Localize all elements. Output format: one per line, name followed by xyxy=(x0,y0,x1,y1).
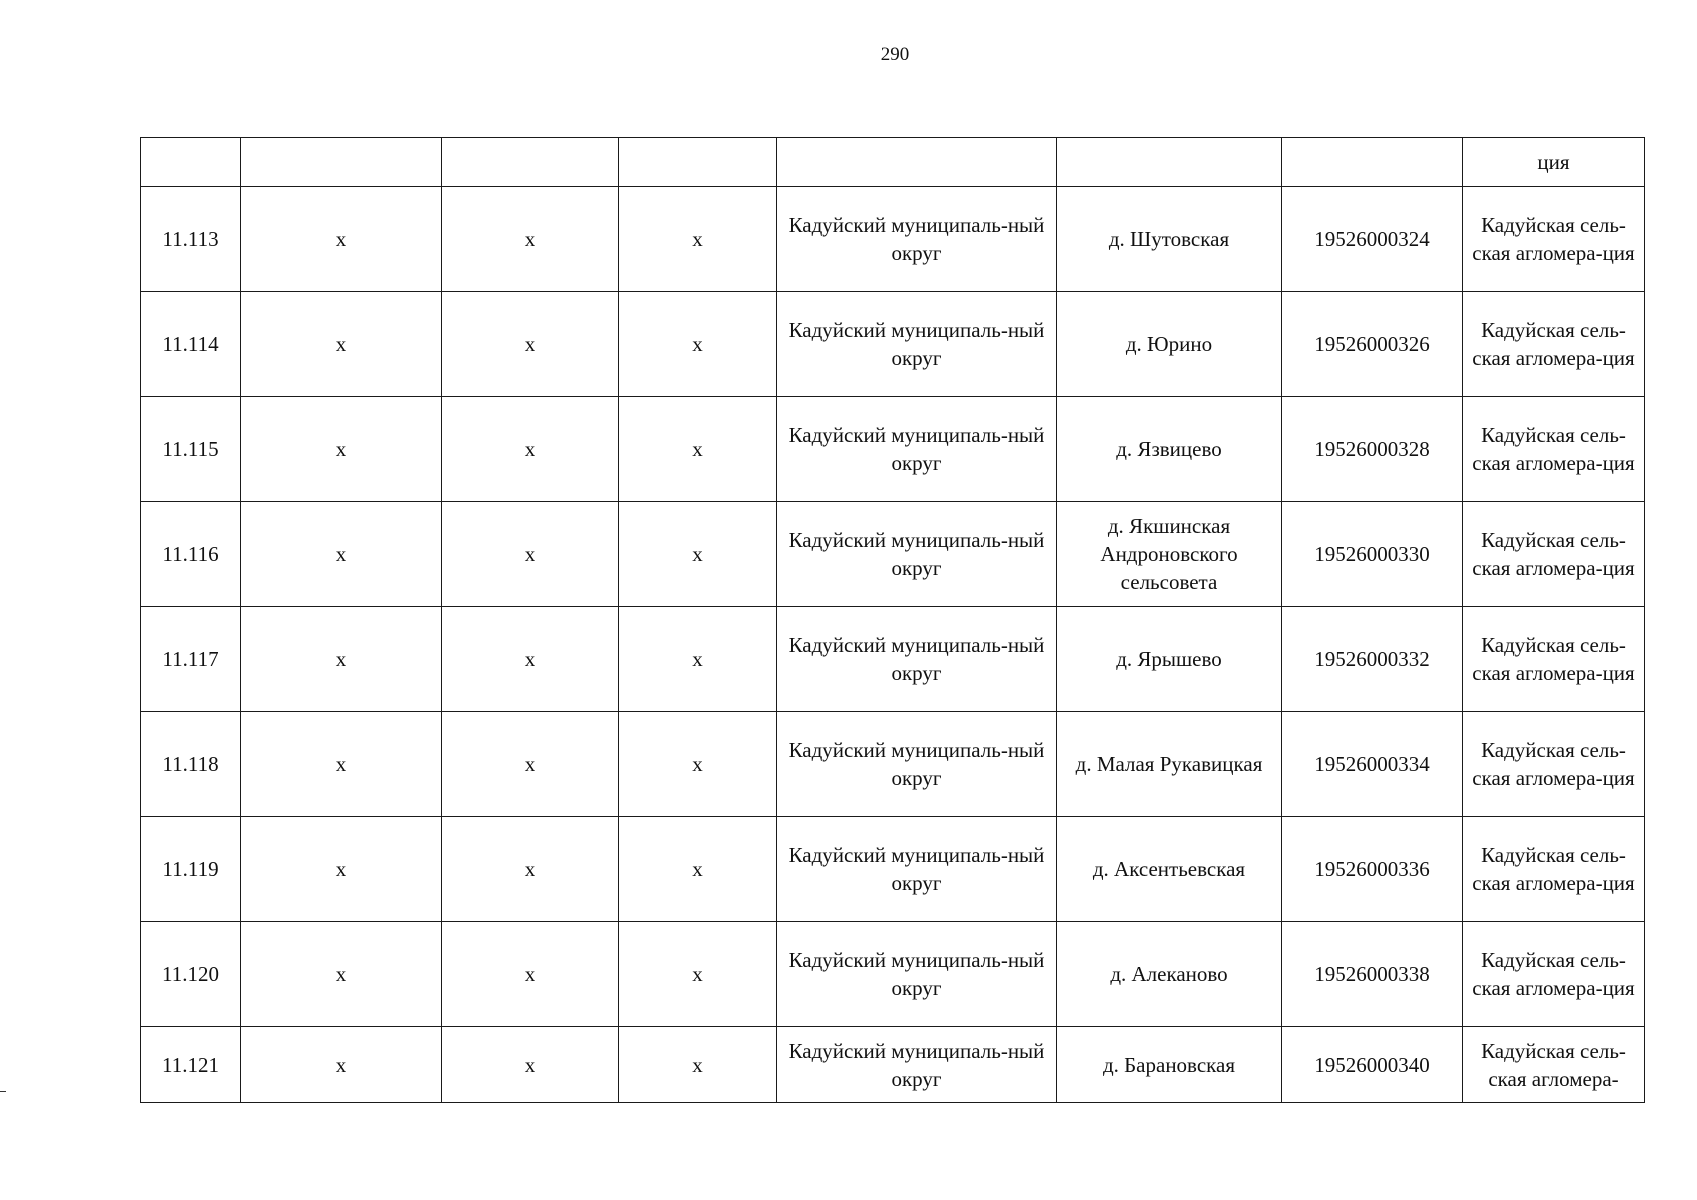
agglomeration-cell: Кадуйская сель-ская агломера-ция xyxy=(1463,712,1645,817)
agglomeration-cell: Кадуйская сель-ская агломера-ция xyxy=(1463,502,1645,607)
code-cell: 19526000332 xyxy=(1282,607,1463,712)
table-row xyxy=(141,502,1645,607)
agglomeration-cell: Кадуйская сель-ская агломера-ция xyxy=(1463,292,1645,397)
municipality-cell: Кадуйский муниципаль-ный округ xyxy=(777,712,1057,817)
row-number: 11.119 xyxy=(141,817,241,922)
table-row xyxy=(141,607,1645,712)
x-cell: х xyxy=(241,607,442,712)
table-row xyxy=(141,397,1645,502)
settlement-cell: д. Язвицево xyxy=(1057,397,1282,502)
municipality-cell: Кадуйский муниципаль-ный округ xyxy=(777,502,1057,607)
page-number: 290 xyxy=(880,44,910,65)
code-cell: 19526000336 xyxy=(1282,817,1463,922)
x-cell: х xyxy=(442,187,619,292)
x-cell: х xyxy=(619,607,777,712)
x-cell: х xyxy=(241,502,442,607)
settlement-cell: д. Барановская xyxy=(1057,1027,1282,1103)
table-row xyxy=(141,292,1645,397)
table-row xyxy=(141,922,1645,1027)
row-number: 11.115 xyxy=(141,397,241,502)
empty-cell xyxy=(777,138,1057,187)
x-cell: х xyxy=(442,712,619,817)
settlements-table xyxy=(140,137,1645,1103)
code-cell: 19526000328 xyxy=(1282,397,1463,502)
municipality-cell: Кадуйский муниципаль-ный округ xyxy=(777,607,1057,712)
x-cell: х xyxy=(241,922,442,1027)
x-cell: х xyxy=(619,187,777,292)
code-cell: 19526000340 xyxy=(1282,1027,1463,1103)
agglomeration-cell: Кадуйская сель-ская агломера-ция xyxy=(1463,922,1645,1027)
margin-mark xyxy=(0,1091,6,1092)
settlement-cell: д. Алеканово xyxy=(1057,922,1282,1027)
x-cell: х xyxy=(619,292,777,397)
x-cell: х xyxy=(442,607,619,712)
row-number: 11.121 xyxy=(141,1027,241,1103)
empty-cell xyxy=(1282,138,1463,187)
municipality-cell: Кадуйский муниципаль-ный округ xyxy=(777,187,1057,292)
settlement-cell: д. Шутовская xyxy=(1057,187,1282,292)
table-row xyxy=(141,187,1645,292)
empty-cell xyxy=(141,138,241,187)
agglomeration-cell: Кадуйская сель-ская агломера- xyxy=(1463,1027,1645,1103)
x-cell: х xyxy=(241,292,442,397)
agglomeration-cell: Кадуйская сель-ская агломера-ция xyxy=(1463,607,1645,712)
row-number: 11.114 xyxy=(141,292,241,397)
municipality-cell: Кадуйский муниципаль-ный округ xyxy=(777,1027,1057,1103)
x-cell: х xyxy=(619,502,777,607)
x-cell: х xyxy=(442,1027,619,1103)
x-cell: х xyxy=(619,1027,777,1103)
code-cell: 19526000334 xyxy=(1282,712,1463,817)
table-row xyxy=(141,817,1645,922)
agglomeration-cell: Кадуйская сель-ская агломера-ция xyxy=(1463,187,1645,292)
x-cell: х xyxy=(241,397,442,502)
x-cell: х xyxy=(241,1027,442,1103)
agglomeration-cell: ция xyxy=(1463,138,1645,187)
settlement-cell: д. Ярышево xyxy=(1057,607,1282,712)
row-number: 11.118 xyxy=(141,712,241,817)
empty-cell xyxy=(442,138,619,187)
settlement-cell: д. Аксентьевская xyxy=(1057,817,1282,922)
empty-cell xyxy=(1057,138,1282,187)
agglomeration-cell: Кадуйская сель-ская агломера-ция xyxy=(1463,817,1645,922)
x-cell: х xyxy=(619,817,777,922)
x-cell: х xyxy=(442,502,619,607)
x-cell: х xyxy=(619,397,777,502)
agglomeration-cell: Кадуйская сель-ская агломера-ция xyxy=(1463,397,1645,502)
code-cell: 19526000324 xyxy=(1282,187,1463,292)
settlement-cell: д. Якшинская Андроновского сельсовета xyxy=(1057,502,1282,607)
x-cell: х xyxy=(619,712,777,817)
x-cell: х xyxy=(442,397,619,502)
row-number: 11.116 xyxy=(141,502,241,607)
settlement-cell: д. Юрино xyxy=(1057,292,1282,397)
x-cell: х xyxy=(442,922,619,1027)
row-number: 11.117 xyxy=(141,607,241,712)
code-cell: 19526000326 xyxy=(1282,292,1463,397)
municipality-cell: Кадуйский муниципаль-ный округ xyxy=(777,292,1057,397)
code-cell: 19526000330 xyxy=(1282,502,1463,607)
x-cell: х xyxy=(442,292,619,397)
x-cell: х xyxy=(241,817,442,922)
table-row xyxy=(141,712,1645,817)
x-cell: х xyxy=(241,712,442,817)
table-row xyxy=(141,1027,1645,1103)
x-cell: х xyxy=(619,922,777,1027)
row-number: 11.113 xyxy=(141,187,241,292)
x-cell: х xyxy=(241,187,442,292)
empty-cell xyxy=(241,138,442,187)
empty-cell xyxy=(619,138,777,187)
settlement-cell: д. Малая Рукавицкая xyxy=(1057,712,1282,817)
municipality-cell: Кадуйский муниципаль-ный округ xyxy=(777,397,1057,502)
continuation-row xyxy=(141,138,1645,187)
municipality-cell: Кадуйский муниципаль-ный округ xyxy=(777,922,1057,1027)
code-cell: 19526000338 xyxy=(1282,922,1463,1027)
row-number: 11.120 xyxy=(141,922,241,1027)
x-cell: х xyxy=(442,817,619,922)
municipality-cell: Кадуйский муниципаль-ный округ xyxy=(777,817,1057,922)
